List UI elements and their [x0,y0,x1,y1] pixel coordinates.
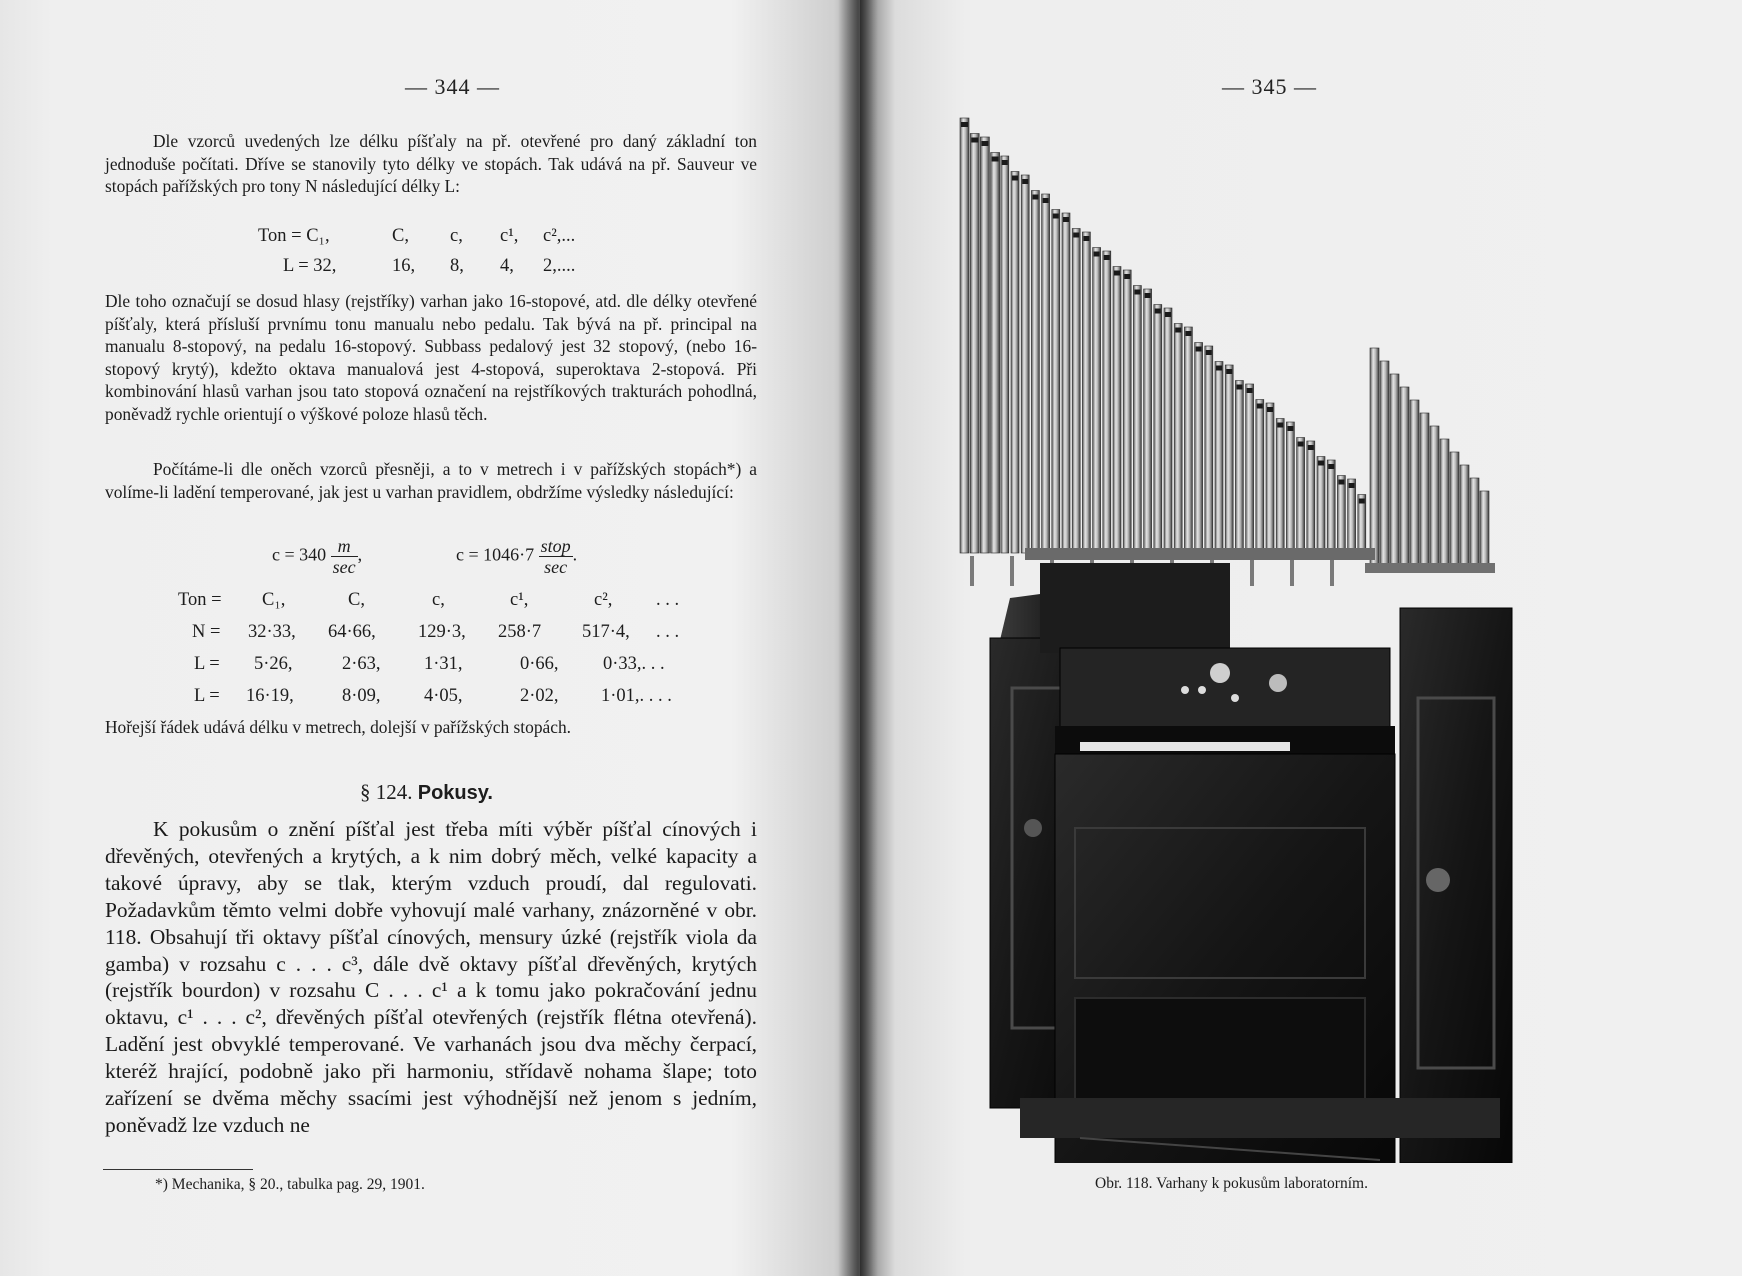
pipe-mouth [1287,426,1293,431]
table-cell: c¹, [510,590,529,610]
figure-caption: Obr. 118. Varhany k pokusům laboratorním. [1095,1175,1368,1192]
table-cell: 0·66, [520,654,559,674]
pipe-mouth [1175,328,1181,333]
paragraph-calc [105,458,757,503]
pipe-rail [1025,548,1375,560]
pipe-mouth [1002,160,1008,165]
pipe-mouth [981,141,988,146]
paragraph-4: Hořejší řádek udává délku v metrech, dolejší v pařížských stopách. [105,717,572,737]
organ-pipe [1370,348,1379,568]
pipe-mouth [1196,347,1202,352]
table-cell: C, [348,590,365,610]
footnote-rule [103,1169,253,1170]
table-cell: 2·63, [342,654,381,674]
table-cell: 32·33, [248,622,296,642]
left-page [0,0,860,1276]
stop-knob [1231,694,1239,702]
organ-pipe [960,118,969,553]
pipe-mouth [1155,309,1161,314]
paragraph-registers [105,290,757,426]
page-number-right: — 345 — [1222,74,1317,99]
stop-knob [1210,663,1230,683]
pipe-mouth [961,122,968,127]
organ-pipe [1072,229,1080,554]
case-handle [1024,819,1042,837]
paragraph-intro [105,130,757,198]
table-cell: 16·19, [246,686,294,706]
section-body [105,816,757,1139]
organ-pipe [1400,387,1409,568]
organ-pipe [1205,346,1213,553]
organ-pipe [1390,374,1399,568]
sauveur-length-row [0,256,860,280]
organ-pipe [1184,327,1192,553]
pipe-mouth [992,157,999,162]
organ-pipe [1042,194,1050,553]
organ-pipe [991,153,1000,554]
pipe-mouth [1328,464,1334,469]
organ-pipe [1276,419,1284,554]
rail-post [1290,556,1294,586]
organ-pipe [1113,267,1121,554]
tone-cell: Ton = C₁, [258,226,330,246]
organ-pipe [1062,213,1070,553]
organ-pipe [1266,403,1274,553]
stop-knob [1181,686,1189,694]
music-desk [1040,563,1230,653]
pipe-mouth [1114,271,1120,276]
pipe-mouth [1298,442,1304,447]
table-row [0,686,860,710]
page-number-left: — 344 — [405,74,500,99]
table-cell: C₁, [262,590,286,610]
table-cell: L = [194,686,220,706]
organ-pipe [1021,175,1029,553]
rail-post [1250,556,1254,586]
table-cell: 517·4, [582,622,630,642]
tone-cell: C, [392,226,409,246]
table-cell: 258·7 [498,622,542,642]
table-cell: c, [432,590,445,610]
fraction-numerator: m [331,536,358,557]
paragraph-5: K pokusům o znění píšťal jest třeba míti výběr píšťal cínových i dřevěných, otevřených a krytých, a k nim dobrý měch, velké kapacity a takové úpravy, aby se tlak, kterým vzduch proudí, dal regulovati. Požadavkům těmto velmi dobře vyhovují malé varhany, znázorněné v obr. 118. Obsahují tři oktavy píšťal cínových, mensury úzké (rejstřík viola da gamba) v rozsahu c . . . c³, dále dvě oktavy píšťal dřevěných, krytých (rejstřík bourdon) v rozsahu C . . . c¹ a k tomu jako pokračování jednu oktavu, c¹ . . . c², dřevěných píšťal otevřených (rejstřík flétna otevřená). Ladění jest obvyklé temperované. Ve varhanách jsou dva měchy čerpací, kteréž hrající, podobně jako při harmoniu, střídavě nohama šlape; toto zařízení se dvěma měchy ssacími jest výhodnější než jenom s jedním, poněvadž lze vzduch ne [105,817,757,1137]
organ-base [1020,1098,1500,1138]
organ-pipe [1215,362,1223,554]
pipe-mouth [1206,350,1212,355]
pipe-mouth [1032,195,1038,200]
organ-pipe [1154,305,1162,554]
fraction-stop-sec [539,536,573,577]
table-cell: N = [192,622,221,642]
tone-cell: c, [450,226,463,246]
organ-pipe [1052,210,1060,554]
formula-lhs: c = 1046·7 [456,544,535,565]
pipe-mouth [1185,331,1191,336]
pipe-mouth [1257,404,1263,409]
length-cell: 4, [500,256,514,276]
table-row [0,622,860,646]
organ-pipe [970,134,979,554]
organ-pipe [1133,286,1141,554]
paragraph-note [105,716,757,739]
organ-pipe [1470,478,1479,568]
formula-feet [456,536,577,577]
table-cell: c², [594,590,613,610]
organ-pipe [1297,438,1305,554]
organ-pipe [1256,400,1264,554]
organ-pipe [1235,381,1243,554]
stop-knob [1198,686,1206,694]
pipe-mouth [1022,179,1028,184]
pipe-mouth [1236,385,1242,390]
fraction-numerator: stop [540,536,571,556]
paragraph-1: Dle vzorců uvedených lze délku píšťaly na př. otevřené pro daný základní ton jednoduše počítati. Dříve se stanovily tyto délky ve stopách. Tak udává na př. Sauveur ve stopách pařížských pro tony N následující délky L: [105,131,757,197]
organ-pipe [1317,457,1325,554]
pipe-mouth [1124,274,1130,279]
rail-post [1010,556,1014,586]
organ-pipe [1174,324,1182,554]
organ-pipe [1031,191,1039,554]
table-cell: 129·3, [418,622,466,642]
length-cell: 2,.... [543,256,576,276]
organ-pipe [1460,465,1469,568]
sauveur-tone-row [0,226,860,250]
case-handle [1426,868,1450,892]
pipe-mouth [1165,312,1171,317]
formula-tail: . [572,544,578,565]
organ-pipe [1093,248,1101,554]
tone-cell: c¹, [500,226,519,246]
organ-pipe [1410,400,1419,568]
pipe-mouth [1216,366,1222,371]
pipe-mouth [1134,290,1140,295]
pipe-mouth [1043,198,1049,203]
organ-pipe [1164,308,1172,553]
pipe-mouth [971,138,978,143]
organ-pipe [1430,426,1439,568]
pipe-mouth [1308,445,1314,450]
section-number: § 124. [360,780,413,804]
rail-post [1330,556,1334,586]
pipe-mouth [1359,499,1365,504]
rail-post [970,556,974,586]
tone-cell: c²,... [543,226,576,246]
stop-board [1060,648,1390,728]
pipe-mouth [1318,461,1324,466]
organ-pipe [1001,156,1009,553]
paragraph-2: Dle toho označují se dosud hlasy (rejstříky) varhan jako 16-stopové, atd. dle délky otevřené píšťaly, která přísluší prvnímu tonu manualu nebo pedalu. Tak bývá na př. principal na manualu 8-stopový, na pedalu 16-stopový. Subbass pedalový jest 32 stopový, (nebo 16-stopový krytý), kdežto oktava manualová jest 4-stopová, superoktava 2-stopová. Při kombinování hlasů varhan jsou tato stopová označení na rejstříkových trakturách pohodlná, poněvadž rychle orientují o výškové poloze hlasů těch. [105,291,757,424]
table-row [0,590,860,614]
section-title: Pokusy. [417,782,493,804]
organ-pipe [1440,439,1449,568]
organ-pipe [1380,361,1389,568]
pipe-mouth [1063,217,1069,222]
table-cell: L = [194,654,220,674]
organ-pipe [1123,270,1131,553]
organ-pipe [1348,479,1356,553]
pipe-mouth [1053,214,1059,219]
organ-pipe [1286,422,1294,553]
pipe-mouth [1267,407,1273,412]
pipe-mouth [1083,236,1089,241]
table-cell: 64·66, [328,622,376,642]
organ-pipe [1103,251,1111,553]
formula-meters [272,536,362,577]
organ-pipe [1327,460,1335,553]
table-cell: 1·31, [424,654,463,674]
book-gutter [838,0,878,1276]
section-heading [360,780,493,805]
table-cell: 0·33,. . . [603,654,665,674]
table-cell: Ton = [178,590,222,610]
pipe-mouth [1094,252,1100,257]
organ-illustration [930,108,1550,1163]
pipe-mouth [1226,369,1232,374]
fraction-denominator: sec [332,557,356,577]
pipe-mouth [1012,176,1018,181]
pipe-mouth [1338,480,1344,485]
table-cell: . . . [656,622,680,642]
pipe-rail [1365,563,1495,573]
length-cell: 16, [392,256,416,276]
table-row [0,654,860,678]
organ-pipe [1144,289,1152,553]
organ-pipes [960,118,1489,586]
keyboard [1080,742,1290,751]
organ-pipe [1246,384,1254,553]
pipe-mouth [1073,233,1079,238]
organ-pipe [1480,491,1489,568]
length-cell: L = 32, [283,256,337,276]
organ-pipe [1420,413,1429,568]
stop-knob [1269,674,1287,692]
organ-pipe [1225,365,1233,553]
table-cell: 8·09, [342,686,381,706]
organ-pipe [1195,343,1203,554]
organ-pipe [1307,441,1315,553]
pipe-mouth [1277,423,1283,428]
organ-pipe [1011,172,1019,554]
formula-lhs: c = 340 [272,544,327,565]
organ-pipe [1337,476,1345,554]
fraction-denominator: sec [544,557,568,577]
table-cell: 5·26, [254,654,293,674]
organ-pipe [1082,232,1090,553]
pipe-mouth [1349,483,1355,488]
table-cell: 1·01,. . . . [601,686,672,706]
footnote: *) Mechanika, § 20., tabulka pag. 29, 1901. [155,1176,425,1193]
formula-tail: , [357,544,363,565]
length-cell: 8, [450,256,464,276]
table-cell: 2·02, [520,686,559,706]
fraction-m-sec [331,536,358,577]
organ-pipe [980,137,989,553]
organ-pipe [1450,452,1459,568]
pipe-mouth [1104,255,1110,260]
table-cell: 4·05, [424,686,463,706]
pipe-mouth [1145,293,1151,298]
paragraph-3: Počítáme-li dle oněch vzorců přesněji, a to v metrech i v pařížských stopách*) a volíme-li ladění temperované, jak jest u varhan pravidlem, obdržíme výsledky následující: [105,459,757,502]
pipe-mouth [1247,388,1253,393]
table-cell: . . . [656,590,680,610]
